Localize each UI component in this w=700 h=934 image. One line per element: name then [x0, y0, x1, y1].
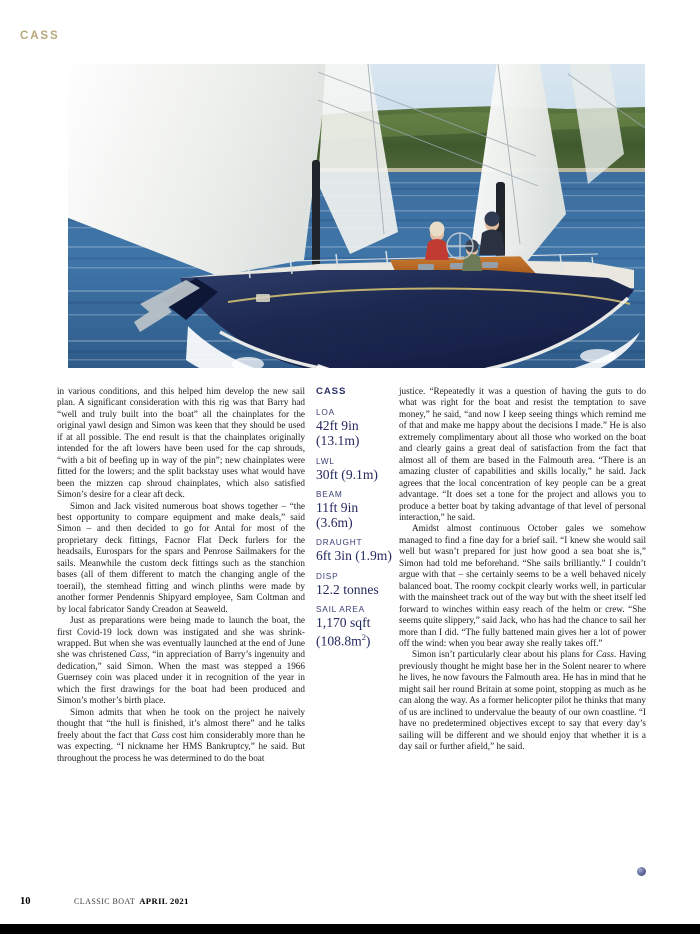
specifications-title: CASS	[316, 386, 347, 397]
bottom-rule	[0, 924, 700, 934]
specification-row	[316, 407, 392, 449]
specification-value: 30ft (9.1m)	[316, 466, 378, 482]
specification-row	[316, 571, 392, 597]
specification-value: 1,170 sqft $(108.8m^2)$	[316, 615, 371, 649]
body-column-left	[57, 386, 305, 764]
paragraph: Just as preparations were being made to launch the boat, the first Covid-19 lock down was instigated and she was shrink-wrapped. But when she was eventually launched at the end of June she was christened Cass, “in appreciation of Barry’s ingenuity and dedication,” said Simon. When the mast was stepped a 1966 Guernsey coin was placed under it in recognition of the year in which the first drawings for the boat had been produced and Simon’s mother’s birth place.	[57, 615, 305, 706]
paragraph: Simon admits that when he took on the project he naively thought that “the hull is finished, it’s almost there” and he talks freely about the fact that Cass cost him considerably more than he was expecting. “I nickname her HMS Bankruptcy,” he said. But throughout the process he was determined to do the boat	[57, 706, 305, 763]
specifications-rows	[316, 407, 392, 649]
specification-row	[316, 604, 392, 649]
end-of-article-mark-wrap	[399, 862, 646, 880]
specification-value: 12.2 tonnes	[316, 581, 379, 597]
paragraph: Amidst almost continuous October gales we somehow managed to find a fine day for a brief sail. “I knew she would sail well but wasn’t prepared for just how good a sea boat she is,” Simon had told me beforehand. “She sails brilliantly.” I couldn’t argue with that – she certainly seems to be a well behaved nicely balanced boat. The roomy cockpit clearly works well, in particular with the mainsheet track out of the way but with the sheet itself led forward to winches within easy reach of the helm or crew. “She seems quite slippery,” said Jack, who has had the chance to sail her more than I did. “The fully battened main gives her a lot of power off the wind: when you bear away she really takes off.”	[399, 523, 646, 648]
issue-date: APRIL 2021	[139, 896, 189, 906]
paragraph: Simon isn’t particularly clear about his plans for Cass. Having previously thought he might base her in the Solent nearer to where he lives, he now favours the Falmouth area. He has in mind that he might sail her round Britain at some point, stopping as much as he can along the way. As a former helicopter pilot he thinks that many of us are inclined to undervalue the beauty of our own coastline. “I have no predetermined objectives except to say that every day’s sailing will be different and we should enjoy that whether it is a day sail or further afield,” he said.	[399, 649, 647, 752]
specification-value: 6ft 3in (1.9m)	[316, 548, 392, 564]
specification-value: 42ft 9in (13.1m)	[316, 418, 360, 449]
specification-label: SAIL AREA	[316, 604, 365, 615]
specification-label: DRAUGHT	[316, 537, 363, 548]
specification-row	[316, 489, 392, 531]
specification-row	[316, 456, 392, 482]
page-footer	[20, 891, 189, 909]
paragraph: justice. “Repeatedly it was a question of having the guts to do what was right for the boat and resist the temptation to save money,” he said, “and now I keep seeing things which remind me of that and make me happy about the decisions I made.” He is also extremely complimentary about all those who worked on the boat and clearly gains a great deal of satisfaction from the fact that almost all of them are based in the Falmouth area. “There is an amazing cluster of capabilities and skills locally,” he said. Jack agrees that the local concentration of key people can be a great advantage. “It does set a tone for the project and allows you to produce a better boat by taking advantage of that level of personal interaction,” he said.	[399, 386, 646, 522]
paragraph: Simon and Jack visited numerous boat shows together – “the best opportunity to compare equipment and make deals,” said Simon – and then decided to go for Antal for most of the proprietary deck fittings, Facnor Flat Deck furlers for the headsails, Eurospars for the spars and Penrose Sailmakers for the sails. Meanwhile the custom deck fittings such as the stanchion bases (all of them different to match the changing angle of the toerail), the stemhead fitting and winch plinths were made by another former Pendennis Shipyard employee, Sam Coltman and by local fabricator Sandy Creadon at Seaweld.	[57, 500, 305, 614]
article-photo	[68, 64, 645, 368]
specification-row	[316, 537, 392, 563]
end-of-article-icon	[637, 867, 646, 876]
specification-label: BEAM	[316, 488, 343, 499]
specification-label: LWL	[316, 455, 335, 466]
magazine-name: CLASSIC BOAT	[74, 897, 136, 906]
body-column-right	[399, 386, 646, 753]
specification-value: 11ft 9in (3.6m)	[316, 499, 359, 531]
folio-number: 10	[20, 896, 31, 907]
photo-illustration	[68, 64, 645, 368]
specifications-panel	[316, 386, 392, 656]
specification-label: LOA	[316, 407, 335, 417]
specification-label: DISP	[316, 570, 339, 581]
running-head: CASS	[20, 30, 60, 42]
paragraph: in various conditions, and this helped him develop the new sail plan. A significant consideration with this rig was that Barry had “well and truly built into the boat” all the chainplates for the original yawl design and Simon was keen that they should be used if at all possible. The end result is that the chainplates originally intended for the aft lowers have been used for the cap shrouds, “with a bit of beefing up in way of the pin”; new chainplates were fitted for the lowers; and the split backstay uses what would have been the mizzen cap shroud chainplates, which also satisfied Simon’s desire for a clear aft deck.	[57, 386, 305, 500]
